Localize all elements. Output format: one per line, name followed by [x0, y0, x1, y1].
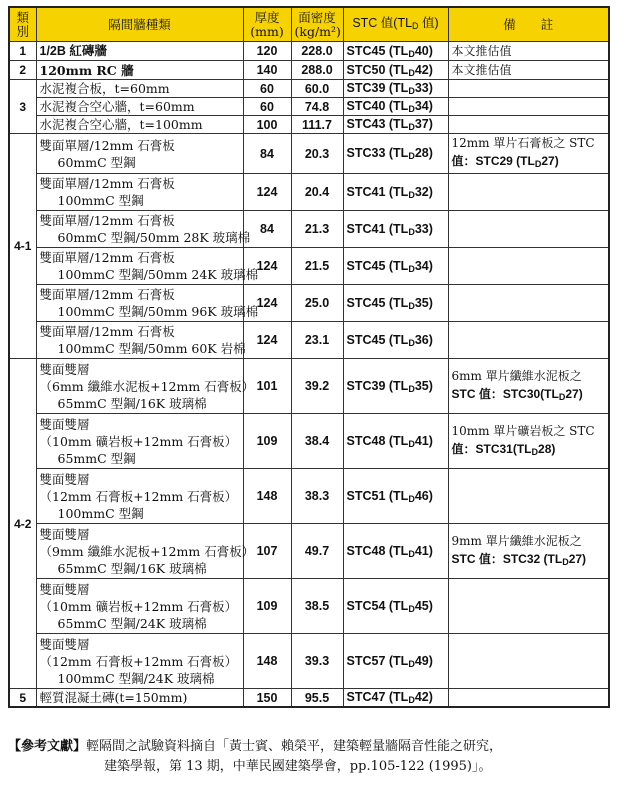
table-body: [9, 42, 609, 708]
category-cell: 2: [9, 61, 36, 80]
table-row: [9, 285, 609, 322]
stc-cell: STC41 $(TL_D32)$: [343, 174, 448, 211]
wall-type-cell: 水泥複合空心牆，t=60mm: [36, 98, 243, 116]
table-row: [9, 524, 609, 579]
density-cell: 21.3: [291, 211, 343, 248]
thickness-cell: 84: [243, 134, 291, 174]
thickness-cell: 109: [243, 579, 291, 634]
reference-line-2: 建築學報，第 13 期，中華民國建築學會，pp.105-122 (1995)」。: [104, 759, 492, 774]
remark-cell: [448, 322, 609, 359]
table-row: [9, 414, 609, 469]
density-cell: 20.4: [291, 174, 343, 211]
remark-cell: 9mm 單片纖維水泥板之 STC 值：STC32 $(TL_D27)$: [448, 524, 609, 579]
remark-cell: 本文推估值: [448, 61, 609, 80]
thickness-cell: 100: [243, 116, 291, 134]
remark-cell: [448, 174, 609, 211]
header-thickness: 厚度 (mm): [243, 7, 291, 42]
wall-type-cell: 水泥複合空心牆，t=100mm: [36, 116, 243, 134]
density-cell: 38.3: [291, 469, 343, 524]
thickness-cell: 148: [243, 634, 291, 689]
reference-label: 【參考文獻】: [8, 739, 87, 754]
wall-type-cell: 水泥複合板，t=60mm: [36, 80, 243, 98]
wall-type-cell: 雙面單層/12mm 石膏板 60mmC 型鋼/50mm 28K 玻璃棉: [36, 211, 243, 248]
table-row: [9, 211, 609, 248]
header-remarks: 備 註: [448, 7, 609, 42]
stc-cell: STC39 $(TL_D33)$: [343, 80, 448, 98]
wall-type-cell: 雙面單層/12mm 石膏板 100mmC 型鋼/50mm 60K 岩棉: [36, 322, 243, 359]
density-cell: 228.0: [291, 42, 343, 61]
remark-cell: [448, 211, 609, 248]
stc-cell: STC39 $(TL_D35)$: [343, 359, 448, 414]
stc-cell: STC33 $(TL_D28)$: [343, 134, 448, 174]
remark-cell: 12mm 單片石膏板之 STC 值：STC29 $(TL_D27)$: [448, 134, 609, 174]
density-cell: 60.0: [291, 80, 343, 98]
table-row: [9, 248, 609, 285]
table-row: [9, 116, 609, 134]
header-stc: STC 值($TL_D$ 值): [343, 7, 448, 42]
table-row: [9, 42, 609, 61]
thickness-cell: 150: [243, 689, 291, 708]
table-row: [9, 579, 609, 634]
thickness-cell: 120: [243, 42, 291, 61]
wall-type-cell: 雙面單層/12mm 石膏板 60mmC 型鋼: [36, 134, 243, 174]
thickness-cell: 101: [243, 359, 291, 414]
thickness-cell: 124: [243, 285, 291, 322]
stc-cell: STC45 $(TL_D40)$: [343, 42, 448, 61]
stc-cell: STC47 $(TL_D42)$: [343, 689, 448, 708]
density-cell: 20.3: [291, 134, 343, 174]
header-category: 類 別: [9, 7, 36, 42]
remark-cell: 6mm 單片纖維水泥板之 STC 值：$STC30(TL_D27)$: [448, 359, 609, 414]
category-cell: 3: [9, 80, 36, 134]
stc-cell: STC45 $(TL_D34)$: [343, 248, 448, 285]
stc-cell: STC40 $(TL_D34)$: [343, 98, 448, 116]
wall-type-cell: 雙面雙層 （6mm 纖維水泥板+12mm 石膏板） 65mmC 型鋼/16K 玻璃棉: [36, 359, 243, 414]
thickness-cell: 84: [243, 211, 291, 248]
stc-cell: STC48 $(TL_D41)$: [343, 524, 448, 579]
wall-type-cell: 輕質混凝土磚(t=150mm): [36, 689, 243, 708]
stc-cell: STC43 $(TL_D37)$: [343, 116, 448, 134]
thickness-cell: 109: [243, 414, 291, 469]
thickness-cell: 124: [243, 248, 291, 285]
remark-cell: 10mm 單片礦岩板之 STC 值：$STC31(TL_D28)$: [448, 414, 609, 469]
wall-type-cell: 雙面雙層 （10mm 礦岩板+12mm 石膏板） 65mmC 型鋼/24K 玻璃棉: [36, 579, 243, 634]
remark-cell: 本文推估值: [448, 42, 609, 61]
thickness-cell: 60: [243, 80, 291, 98]
table-row: [9, 634, 609, 689]
wall-type-cell: 雙面單層/12mm 石膏板 100mmC 型鋼: [36, 174, 243, 211]
remark-cell: [448, 469, 609, 524]
table-row: [9, 61, 609, 80]
density-cell: 21.5: [291, 248, 343, 285]
thickness-cell: 60: [243, 98, 291, 116]
table-row: [9, 359, 609, 414]
table-row: [9, 322, 609, 359]
header-wall-type: 隔間牆種類: [36, 7, 243, 42]
stc-cell: STC45 $(TL_D35)$: [343, 285, 448, 322]
stc-cell: STC54 $(TL_D45)$: [343, 579, 448, 634]
header-row: [9, 7, 609, 42]
table-row: [9, 174, 609, 211]
remark-cell: [448, 579, 609, 634]
header-density: 面密度 (kg/m²): [291, 7, 343, 42]
thickness-cell: 124: [243, 322, 291, 359]
density-cell: 23.1: [291, 322, 343, 359]
stc-cell: STC48 $(TL_D41)$: [343, 414, 448, 469]
wall-type-cell: 雙面雙層 （12mm 石膏板+12mm 石膏板） 100mmC 型鋼: [36, 469, 243, 524]
remark-cell: [448, 98, 609, 116]
reference-note: [8, 737, 613, 777]
density-cell: 39.3: [291, 634, 343, 689]
remark-cell: [448, 116, 609, 134]
wall-type-cell: 雙面雙層 （12mm 石膏板+12mm 石膏板） 100mmC 型鋼/24K 玻璃棉: [36, 634, 243, 689]
thickness-cell: 124: [243, 174, 291, 211]
remark-cell: [448, 689, 609, 708]
stc-cell: STC51 $(TL_D46)$: [343, 469, 448, 524]
stc-cell: STC41 $(TL_D33)$: [343, 211, 448, 248]
thickness-cell: 140: [243, 61, 291, 80]
table-row: [9, 134, 609, 174]
stc-cell: STC50 $(TL_D42)$: [343, 61, 448, 80]
table-wrapper: [8, 6, 608, 708]
table-row: [9, 80, 609, 98]
category-cell: 5: [9, 689, 36, 708]
stc-table: [8, 6, 610, 708]
thickness-cell: 148: [243, 469, 291, 524]
density-cell: 74.8: [291, 98, 343, 116]
wall-type-cell: 雙面雙層 （9mm 纖維水泥板+12mm 石膏板） 65mmC 型鋼/16K 玻璃棉: [36, 524, 243, 579]
remark-cell: [448, 80, 609, 98]
thickness-cell: 107: [243, 524, 291, 579]
category-cell: 4-1: [9, 134, 36, 359]
stc-cell: STC45 $(TL_D36)$: [343, 322, 448, 359]
category-cell: 4-2: [9, 359, 36, 689]
reference-line-1: 【參考文獻】輕隔間之試驗資料摘自「黃士賓、賴榮平，建築輕量牆隔音性能之研究，: [8, 739, 503, 754]
table-row: [9, 689, 609, 708]
density-cell: 38.4: [291, 414, 343, 469]
density-cell: 49.7: [291, 524, 343, 579]
wall-type-cell: 雙面單層/12mm 石膏板 100mmC 型鋼/50mm 96K 玻璃棉: [36, 285, 243, 322]
density-cell: 39.2: [291, 359, 343, 414]
density-cell: 38.5: [291, 579, 343, 634]
remark-cell: [448, 634, 609, 689]
remark-cell: [448, 248, 609, 285]
wall-type-cell: 雙面單層/12mm 石膏板 100mmC 型鋼/50mm 24K 玻璃棉: [36, 248, 243, 285]
density-cell: 25.0: [291, 285, 343, 322]
remark-cell: [448, 285, 609, 322]
wall-type-cell: 雙面雙層 （10mm 礦岩板+12mm 石膏板） 65mmC 型鋼: [36, 414, 243, 469]
density-cell: 288.0: [291, 61, 343, 80]
density-cell: 95.5: [291, 689, 343, 708]
stc-cell: STC57 $(TL_D49)$: [343, 634, 448, 689]
table-row: [9, 98, 609, 116]
wall-type-cell: 1/2B 紅磚牆: [36, 42, 243, 61]
table-row: [9, 469, 609, 524]
density-cell: 111.7: [291, 116, 343, 134]
category-cell: 1: [9, 42, 36, 61]
wall-type-cell: 120mm RC 牆: [36, 61, 243, 80]
